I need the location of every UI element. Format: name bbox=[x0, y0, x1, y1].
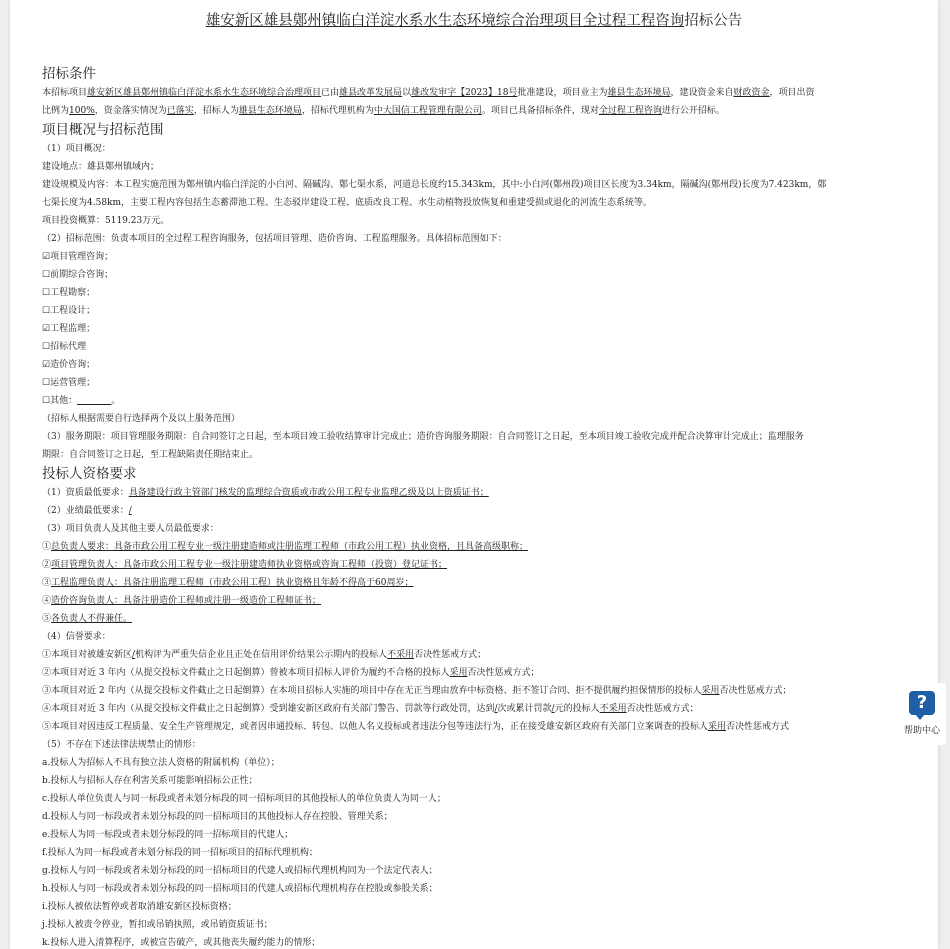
section-heading-tender-conditions: 招标条件 bbox=[42, 66, 96, 82]
exclusion-label: （5）不存在下述法律法规禁止的情形： bbox=[42, 740, 201, 750]
exclusion-item: a.投标人为招标人不具有独立法人资格的附属机构（单位）； bbox=[42, 758, 280, 768]
document-page bbox=[10, 0, 938, 949]
help-center-label: 帮助中心 bbox=[903, 726, 940, 736]
personnel-requirement-item: ⑤各负责人不得兼任。 bbox=[42, 614, 133, 624]
credit-requirement-item: ①本项目对被雄安新区/机构评为严重失信企业且正处在信用评价结果公示期内的投标人不采用否决性惩戒方式； bbox=[42, 650, 487, 660]
overview-line: 建设规模及内容：本工程实施范围为鄚州镇内临白洋淀的小白河、隔碱沟、鄚七渠水系，河道总长度约15.343km，其中:小白河(鄚州段)项目区长度为3.34km，隔碱沟(鄚州段)长度为7.423km，鄚 bbox=[42, 180, 827, 190]
page-title bbox=[10, 11, 938, 31]
help-center-button[interactable] bbox=[898, 683, 946, 745]
personnel-requirement-label: （3）项目负责人及其他主要人员最低要求： bbox=[42, 524, 219, 534]
title-project-link[interactable]: 雄安新区雄县鄚州镇临白洋淀水系水生态环境综合治理项目全过程工程咨询 bbox=[205, 13, 685, 29]
performance-requirement: （2）业绩最低要求：/ bbox=[42, 506, 132, 516]
credit-requirement-item: ④本项目对近 3 年内（从提交投标文件截止之日起倒算）受到雄安新区政府有关部门警告、罚款等行政处罚，达到/次或累计罚款/元的投标人不采用否决性惩戒方式； bbox=[42, 704, 699, 714]
tender-conditions-line-1: 本招标项目雄安新区雄县鄚州镇临白洋淀水系水生态环境综合治理项目已由雄县改革发展局以雄改发审字【2023】18号批准建设，项目业主为雄县生态环境局，建设资金来自财政资金，项目出资 bbox=[42, 88, 815, 98]
exclusion-item: f.投标人为同一标段或者未划分标段的同一招标项目的招标代理机构； bbox=[42, 848, 318, 858]
exclusion-item: c.投标人单位负责人与同一标段或者未划分标段的同一招标项目的其他投标人的单位负责人为同一人； bbox=[42, 794, 446, 804]
credit-requirement-item: ②本项目对近 3 年内（从提交投标文件截止之日起倒算）曾被本项目招标人评价为履约不合格的投标人采用否决性惩戒方式； bbox=[42, 668, 540, 678]
credit-requirement-item: ③本项目对近 2 年内（从提交投标文件截止之日起倒算）在本项目招标人实施的项目中存在无正当理由放弃中标资格、拒不签订合同、拒不提供履约担保情形的投标人采用否决性惩戒方式； bbox=[42, 686, 792, 696]
scope-checkbox-item: ☐前期综合咨询； bbox=[42, 270, 114, 280]
credit-requirement-item: ⑤本项目对因违反工程质量、安全生产管理规定，或者因串通投标、转包、以他人名义投标或者违法分包等违法行为，正在接受雄安新区政府有关部门立案调查的投标人采用否决性惩戒方式 bbox=[42, 722, 790, 732]
qualification-requirement: （1）资质最低要求：具备建设行政主管部门核发的监理综合资质或市政公用工程专业监理乙级及以上资质证书； bbox=[42, 488, 489, 498]
exclusion-item: d.投标人与同一标段或者未划分标段的同一招标项目的其他投标人存在控股、管理关系； bbox=[42, 812, 393, 822]
service-period-line-2: 期限：自合同签订之日起，至工程缺陷责任期结束止。 bbox=[42, 450, 259, 460]
scope-checkbox-item: ☐招标代理 bbox=[42, 342, 87, 352]
personnel-requirement-item: ③工程监理负责人：具备注册监理工程师（市政公用工程）执业资格且年龄不得高于60周岁； bbox=[42, 578, 414, 588]
notice-body bbox=[42, 64, 922, 949]
scope-checkbox-other: ☐其他： 。 bbox=[42, 396, 121, 406]
personnel-requirement-item: ①总负责人要求：具备市政公用工程专业一级注册建造师或注册监理工程师（市政公用工程）执业资格，且具备高级职称； bbox=[42, 542, 529, 552]
exclusion-item: j.投标人被责令停业，暂扣或吊销执照，或吊销资质证书； bbox=[42, 920, 273, 930]
title-suffix: 招标公告 bbox=[684, 13, 743, 29]
personnel-requirement-item: ④造价咨询负责人：具备注册造价工程师或注册一级造价工程师证书； bbox=[42, 596, 322, 606]
section-heading-project-overview: 项目概况与招标范围 bbox=[42, 122, 164, 138]
scope-checkbox-item: ☐运营管理； bbox=[42, 378, 96, 388]
scope-checkbox-item: ☑项目管理咨询； bbox=[42, 252, 114, 262]
exclusion-item: k.投标人进入清算程序，或被宣告破产，或其他丧失履约能力的情形； bbox=[42, 938, 321, 948]
overview-line: （2）招标范围：负责本项目的全过程工程咨询服务，包括项目管理、造价咨询、工程监理服务。具体招标范围如下： bbox=[42, 234, 507, 244]
overview-line: 七渠长度为4.58km，主要工程内容包括生态蓄滞池工程、生态驳岸建设工程、底质改良工程、水生动植物投放恢复和重建受损或退化的河流生态系统等。 bbox=[42, 198, 653, 208]
overview-line: 项目投资概算：5119.23万元。 bbox=[42, 216, 170, 226]
scope-checkbox-item: ☐工程勘察； bbox=[42, 288, 96, 298]
tender-conditions-line-2: 比例为100%，资金落实情况为已落实，招标人为雄县生态环境局，招标代理机构为中大国信工程管理有限公司。项目已具备招标条件，现对全过程工程咨询进行公开招标。 bbox=[42, 106, 725, 116]
scope-checkbox-item: ☑造价咨询； bbox=[42, 360, 96, 370]
scope-checkbox-item: ☑工程监理； bbox=[42, 324, 96, 334]
section-heading-bidder-qualifications: 投标人资格要求 bbox=[42, 466, 137, 482]
question-mark-icon: ? bbox=[909, 691, 935, 715]
service-period-line-1: （3）服务期限：项目管理服务期限：自合同签订之日起，至本项目竣工验收结算审计完成止；造价咨询服务期限：自合同签订之日起，至本项目竣工验收完成并配合决算审计完成止；监理服务 bbox=[42, 432, 804, 442]
exclusion-item: b.投标人与招标人存在利害关系可能影响招标公正性； bbox=[42, 776, 258, 786]
scope-note: （招标人根据需要自行选择两个及以上服务范围） bbox=[42, 414, 241, 424]
exclusion-item: i.投标人被依法暂停或者取消雄安新区投标资格； bbox=[42, 902, 237, 912]
overview-line: 建设地点：雄县鄚州镇域内； bbox=[42, 162, 160, 172]
exclusion-item: g.投标人与同一标段或者未划分标段的同一招标项目的代建人或招标代理机构同为一个法定代表人； bbox=[42, 866, 438, 876]
scope-checkbox-item: ☐工程设计； bbox=[42, 306, 96, 316]
exclusion-item: h.投标人与同一标段或者未划分标段的同一招标项目的代建人或招标代理机构存在控股或参股关系； bbox=[42, 884, 438, 894]
credit-requirement-label: （4）信誉要求： bbox=[42, 632, 111, 642]
exclusion-item: e.投标人为同一标段或者未划分标段的同一招标项目的代建人； bbox=[42, 830, 294, 840]
overview-line: （1）项目概况： bbox=[42, 144, 111, 154]
personnel-requirement-item: ②项目管理负责人：具备市政公用工程专业一级注册建造师执业资格或咨询工程师（投资）登记证书； bbox=[42, 560, 448, 570]
